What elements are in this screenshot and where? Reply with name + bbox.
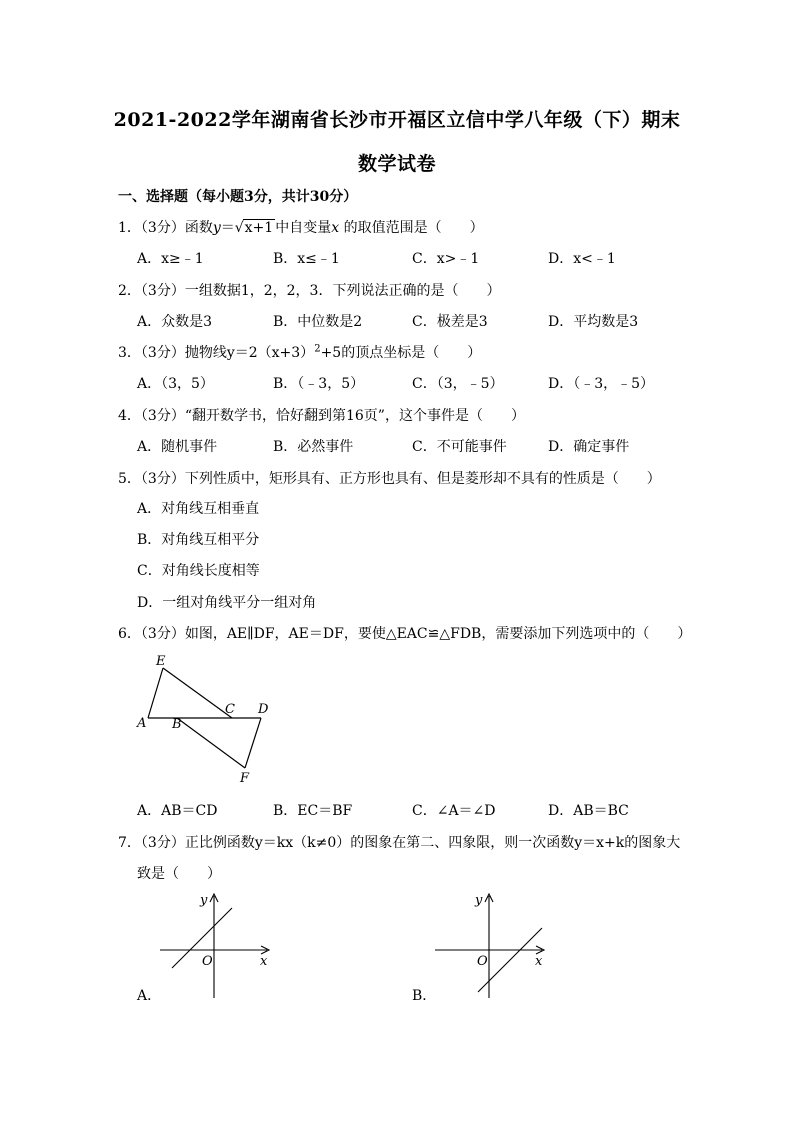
q6-option-a[interactable]: A．AB＝CD bbox=[137, 803, 218, 819]
q4-option-d[interactable]: D．确定事件 bbox=[548, 439, 630, 455]
q6-geometry-figure bbox=[130, 650, 280, 790]
q2-option-a[interactable]: A．众数是3 bbox=[137, 314, 213, 330]
q2-option-c[interactable]: C．极差是3 bbox=[412, 314, 488, 330]
q7-option-a[interactable]: A． bbox=[137, 988, 162, 1004]
label-e: E bbox=[156, 654, 166, 669]
q5-option-d[interactable]: D．一组对角线平分一组对角 bbox=[137, 595, 317, 611]
x-axis-label: x bbox=[260, 954, 268, 969]
y-axis-label: y bbox=[200, 893, 208, 908]
segment-fb bbox=[177, 718, 245, 768]
question-7-line2: 致是（ ） bbox=[137, 866, 221, 882]
page-title: 2021-2022学年湖南省长沙市开福区立信中学八年级（下）期末 bbox=[113, 109, 681, 131]
label-c: C bbox=[225, 702, 235, 717]
q6-option-b[interactable]: B．EC＝BF bbox=[273, 803, 353, 819]
q1-option-a[interactable]: A．x≥﹣1 bbox=[137, 251, 204, 267]
y-axis-label: y bbox=[475, 893, 483, 908]
question-5: 5．（3分）下列性质中，矩形具有、正方形也具有、但是菱形却不具有的性质是（ ） bbox=[118, 471, 661, 487]
q4-option-c[interactable]: C．不可能事件 bbox=[412, 439, 507, 455]
segment-ec bbox=[163, 668, 232, 718]
q4-option-a[interactable]: A．随机事件 bbox=[137, 439, 218, 455]
q1-option-c[interactable]: C．x>﹣1 bbox=[412, 251, 480, 267]
q2-option-d[interactable]: D．平均数是3 bbox=[548, 314, 639, 330]
q6-option-d[interactable]: D．AB＝BC bbox=[548, 803, 629, 819]
q7-graph-b bbox=[430, 888, 555, 1003]
label-a: A bbox=[137, 716, 147, 731]
q3-option-a[interactable]: A．（3，5） bbox=[137, 376, 214, 392]
question-2: 2．（3分）一组数据1，2，2，3．下列说法正确的是（ ） bbox=[118, 283, 501, 299]
q5-option-c[interactable]: C．对角线长度相等 bbox=[137, 563, 260, 579]
q3-option-c[interactable]: C．（3，﹣5） bbox=[412, 376, 504, 392]
x-axis-label: x bbox=[535, 954, 543, 969]
q3-option-d[interactable]: D．（﹣3，﹣5） bbox=[548, 376, 655, 392]
q3-option-b[interactable]: B．（﹣3，5） bbox=[273, 376, 365, 392]
label-d: D bbox=[258, 702, 269, 717]
segment-df bbox=[245, 718, 261, 768]
q7-option-b[interactable]: B． bbox=[412, 988, 437, 1004]
q4-option-b[interactable]: B．必然事件 bbox=[273, 439, 354, 455]
q1-option-d[interactable]: D．x<﹣1 bbox=[548, 251, 616, 267]
q5-option-a[interactable]: A．对角线互相垂直 bbox=[137, 501, 260, 517]
label-f: F bbox=[240, 771, 250, 786]
section-heading: 一、选择题（每小题3分，共计30分） bbox=[118, 189, 358, 205]
origin-label: O bbox=[477, 954, 488, 969]
q7-graph-a bbox=[155, 888, 280, 1003]
origin-label: O bbox=[202, 954, 213, 969]
question-6: 6．（3分）如图，AE∥DF，AE＝DF，要使△EAC≌△FDB，需要添加下列选项中的（ ） bbox=[118, 626, 692, 642]
question-1: 1．（3分）函数y＝√x+1 中自变量x 的取值范围是（ ） bbox=[118, 220, 484, 236]
q2-option-b[interactable]: B．中位数是2 bbox=[273, 314, 363, 330]
segment-ae bbox=[148, 668, 163, 718]
question-3: 3．（3分）抛物线$y=2(x+3)^2+5$的顶点坐标是（ ） bbox=[118, 343, 482, 361]
question-4: 4．（3分）“翻开数学书，恰好翻到第16页”，这个事件是（ ） bbox=[118, 408, 525, 424]
label-b: B bbox=[172, 717, 182, 732]
question-7-line1: 7．（3分）正比例函数y＝kx（k≠0）的图象在第二、四象限，则一次函数y＝x+k的图象大 bbox=[118, 835, 681, 851]
q1-option-b[interactable]: B．x≤﹣1 bbox=[273, 251, 340, 267]
q6-option-c[interactable]: C．∠A＝∠D bbox=[412, 803, 496, 819]
q5-option-b[interactable]: B．对角线互相平分 bbox=[137, 532, 260, 548]
page-subtitle: 数学试卷 bbox=[357, 153, 436, 175]
